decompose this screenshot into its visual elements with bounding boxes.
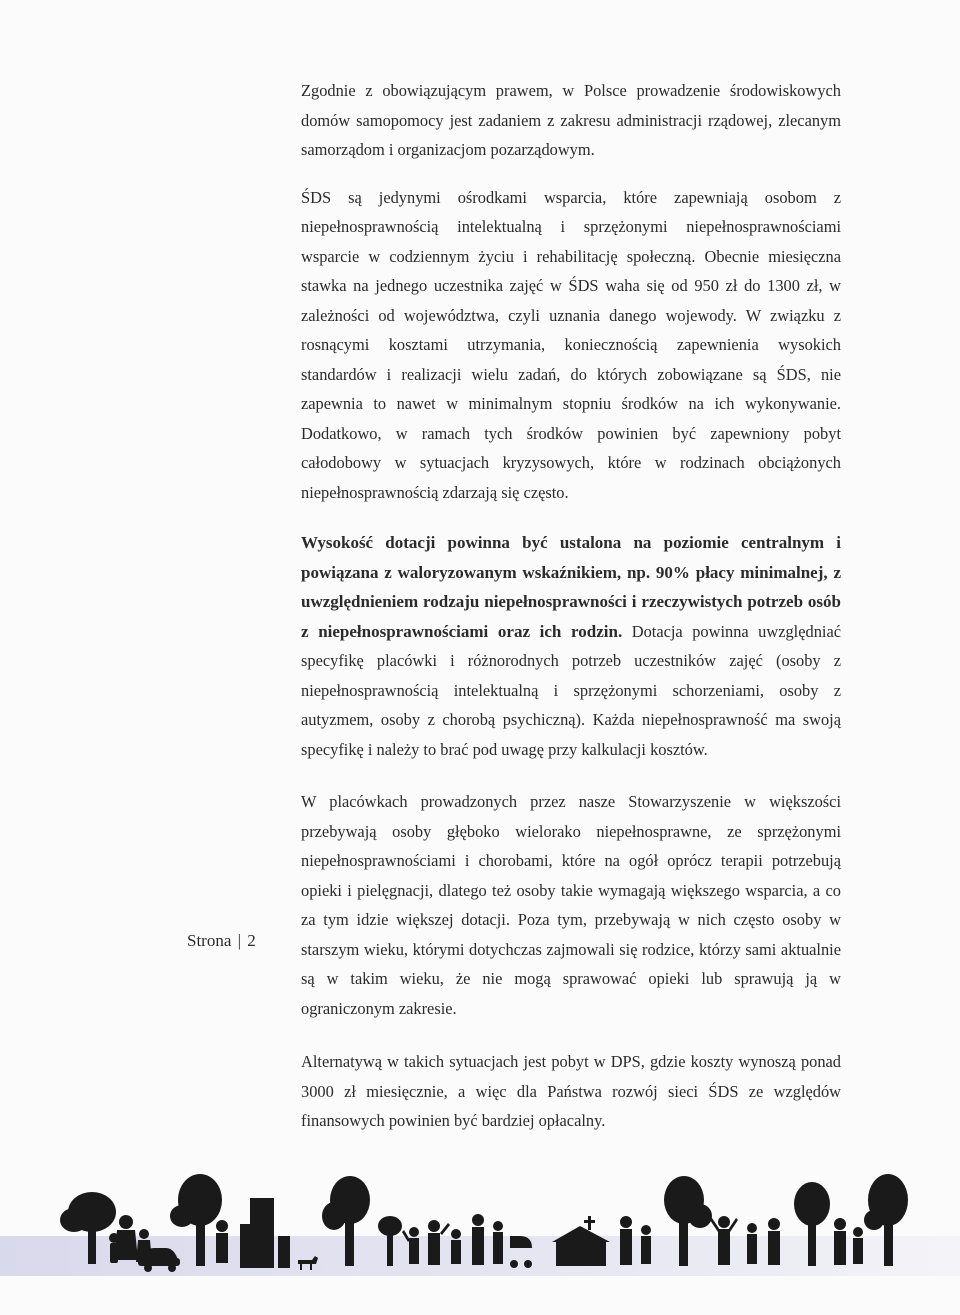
paragraph-association-facilities: W placówkach prowadzonych przez nasze Stowarzyszenie w większości przebywają osoby głęboko wielorako niepełnosprawne, ze sprzężonymi niepełnosprawnościami i chorobami, które na ogół oprócz terapii potrzebują opieki i pielęgnacji, dlatego też osoby takie wymagają większego wsparcia, a co za tym idzie większej dotacji. Poza tym, przebywają w nich często osoby w starszym wieku, którymi dotychczas zajmowali się rodzice, którzy sami aktualnie są w takim wieku, że nie mogą sprawować opieki lub sprawują ją w ograniczonym zakresie. (301, 792, 841, 1018)
person-icon (216, 1220, 228, 1263)
building-icon (240, 1198, 290, 1268)
tree-icon (170, 1174, 222, 1266)
people-group-icon (710, 1216, 780, 1265)
document-body (301, 76, 841, 1136)
subsidy-details: Dotacja powinna uwzględniać specyfikę placówki i różnorodnych potrzeb uczestników zajęć (osoby z niepełnosprawnością intelektualną i sprzężonymi schorzeniami, osoby z autyzmem, osoby z chorobą psychiczną). Każda niepełnosprawność ma swoją specyfikę i należy to brać pod uwagę przy kalkulacji kosztów. (301, 621, 842, 759)
footer-silhouette-illustration (0, 1160, 960, 1290)
paragraph-subsidy (301, 528, 841, 764)
paragraph-dps-alternative: Alternatywą w takich sytuacjach jest pobyt w DPS, gdzie koszty wynoszą ponad 3000 zł miesięcznie, a więc dla Państwa rozwój sieci ŚDS ze względów finansowych powinien być bardziej opłacalny. (301, 1052, 841, 1130)
page-separator: | (237, 931, 242, 950)
page-number-value: 2 (247, 931, 256, 950)
tree-icon (664, 1176, 712, 1266)
paragraph-legal-basis: Zgodnie z obowiązującym prawem, w Polsce prowadzenie środowiskowych domów samopomocy jest zadaniem z zakresu administracji rządowej, zlecanym samorządom i organizacjom pozarządowym. (301, 81, 841, 159)
subsidy-key-statement: Wysokość dotacji powinna być ustalona na poziomie centralnym i powiązana z waloryzowanym wskaźnikiem, np. 90% płacy minimalnej, z uwzględnieniem rodzaju niepełnosprawności i rzeczywistych potrzeb osób z niepełnosprawnościami oraz ich rodzin. (301, 533, 841, 641)
people-group-icon (620, 1216, 651, 1265)
page-number (187, 931, 256, 951)
tree-icon (60, 1192, 116, 1264)
people-group-icon (402, 1220, 461, 1265)
family-icon (472, 1214, 532, 1268)
people-group-icon (834, 1218, 863, 1265)
tree-icon (794, 1182, 830, 1266)
tree-icon (864, 1174, 908, 1266)
dog-icon (298, 1256, 318, 1270)
paragraph-sds-support: ŚDS są jedynymi ośrodkami wsparcia, które zapewniają osobom z niepełnosprawnością intelektualną i sprzężonymi niepełnosprawnościami wsparcie w codziennym życiu i rehabilitację społeczną. Obecnie miesięczna stawka na jednego uczestnika zajęć w ŚDS waha się od 950 zł do 1300 zł, w zależności od województwa, czyli uznania danego wojewody. W związku z rosnącymi kosztami utrzymania, koniecznością zapewnienia wysokich standardów i realizacji wielu zadań, do których zobowiązane są ŚDS, nie zapewnia to nawet w minimalnym stopniu środków na ich wykonywanie. Dodatkowo, w ramach tych środków powinien być zapewniony pobyt całodobowy w sytuacjach kryzysowych, które w rodzinach obciążonych niepełnosprawnością zdarzają się często. (301, 187, 841, 502)
house-icon (552, 1216, 610, 1266)
tree-icon (322, 1176, 402, 1266)
page-label: Strona (187, 931, 232, 950)
